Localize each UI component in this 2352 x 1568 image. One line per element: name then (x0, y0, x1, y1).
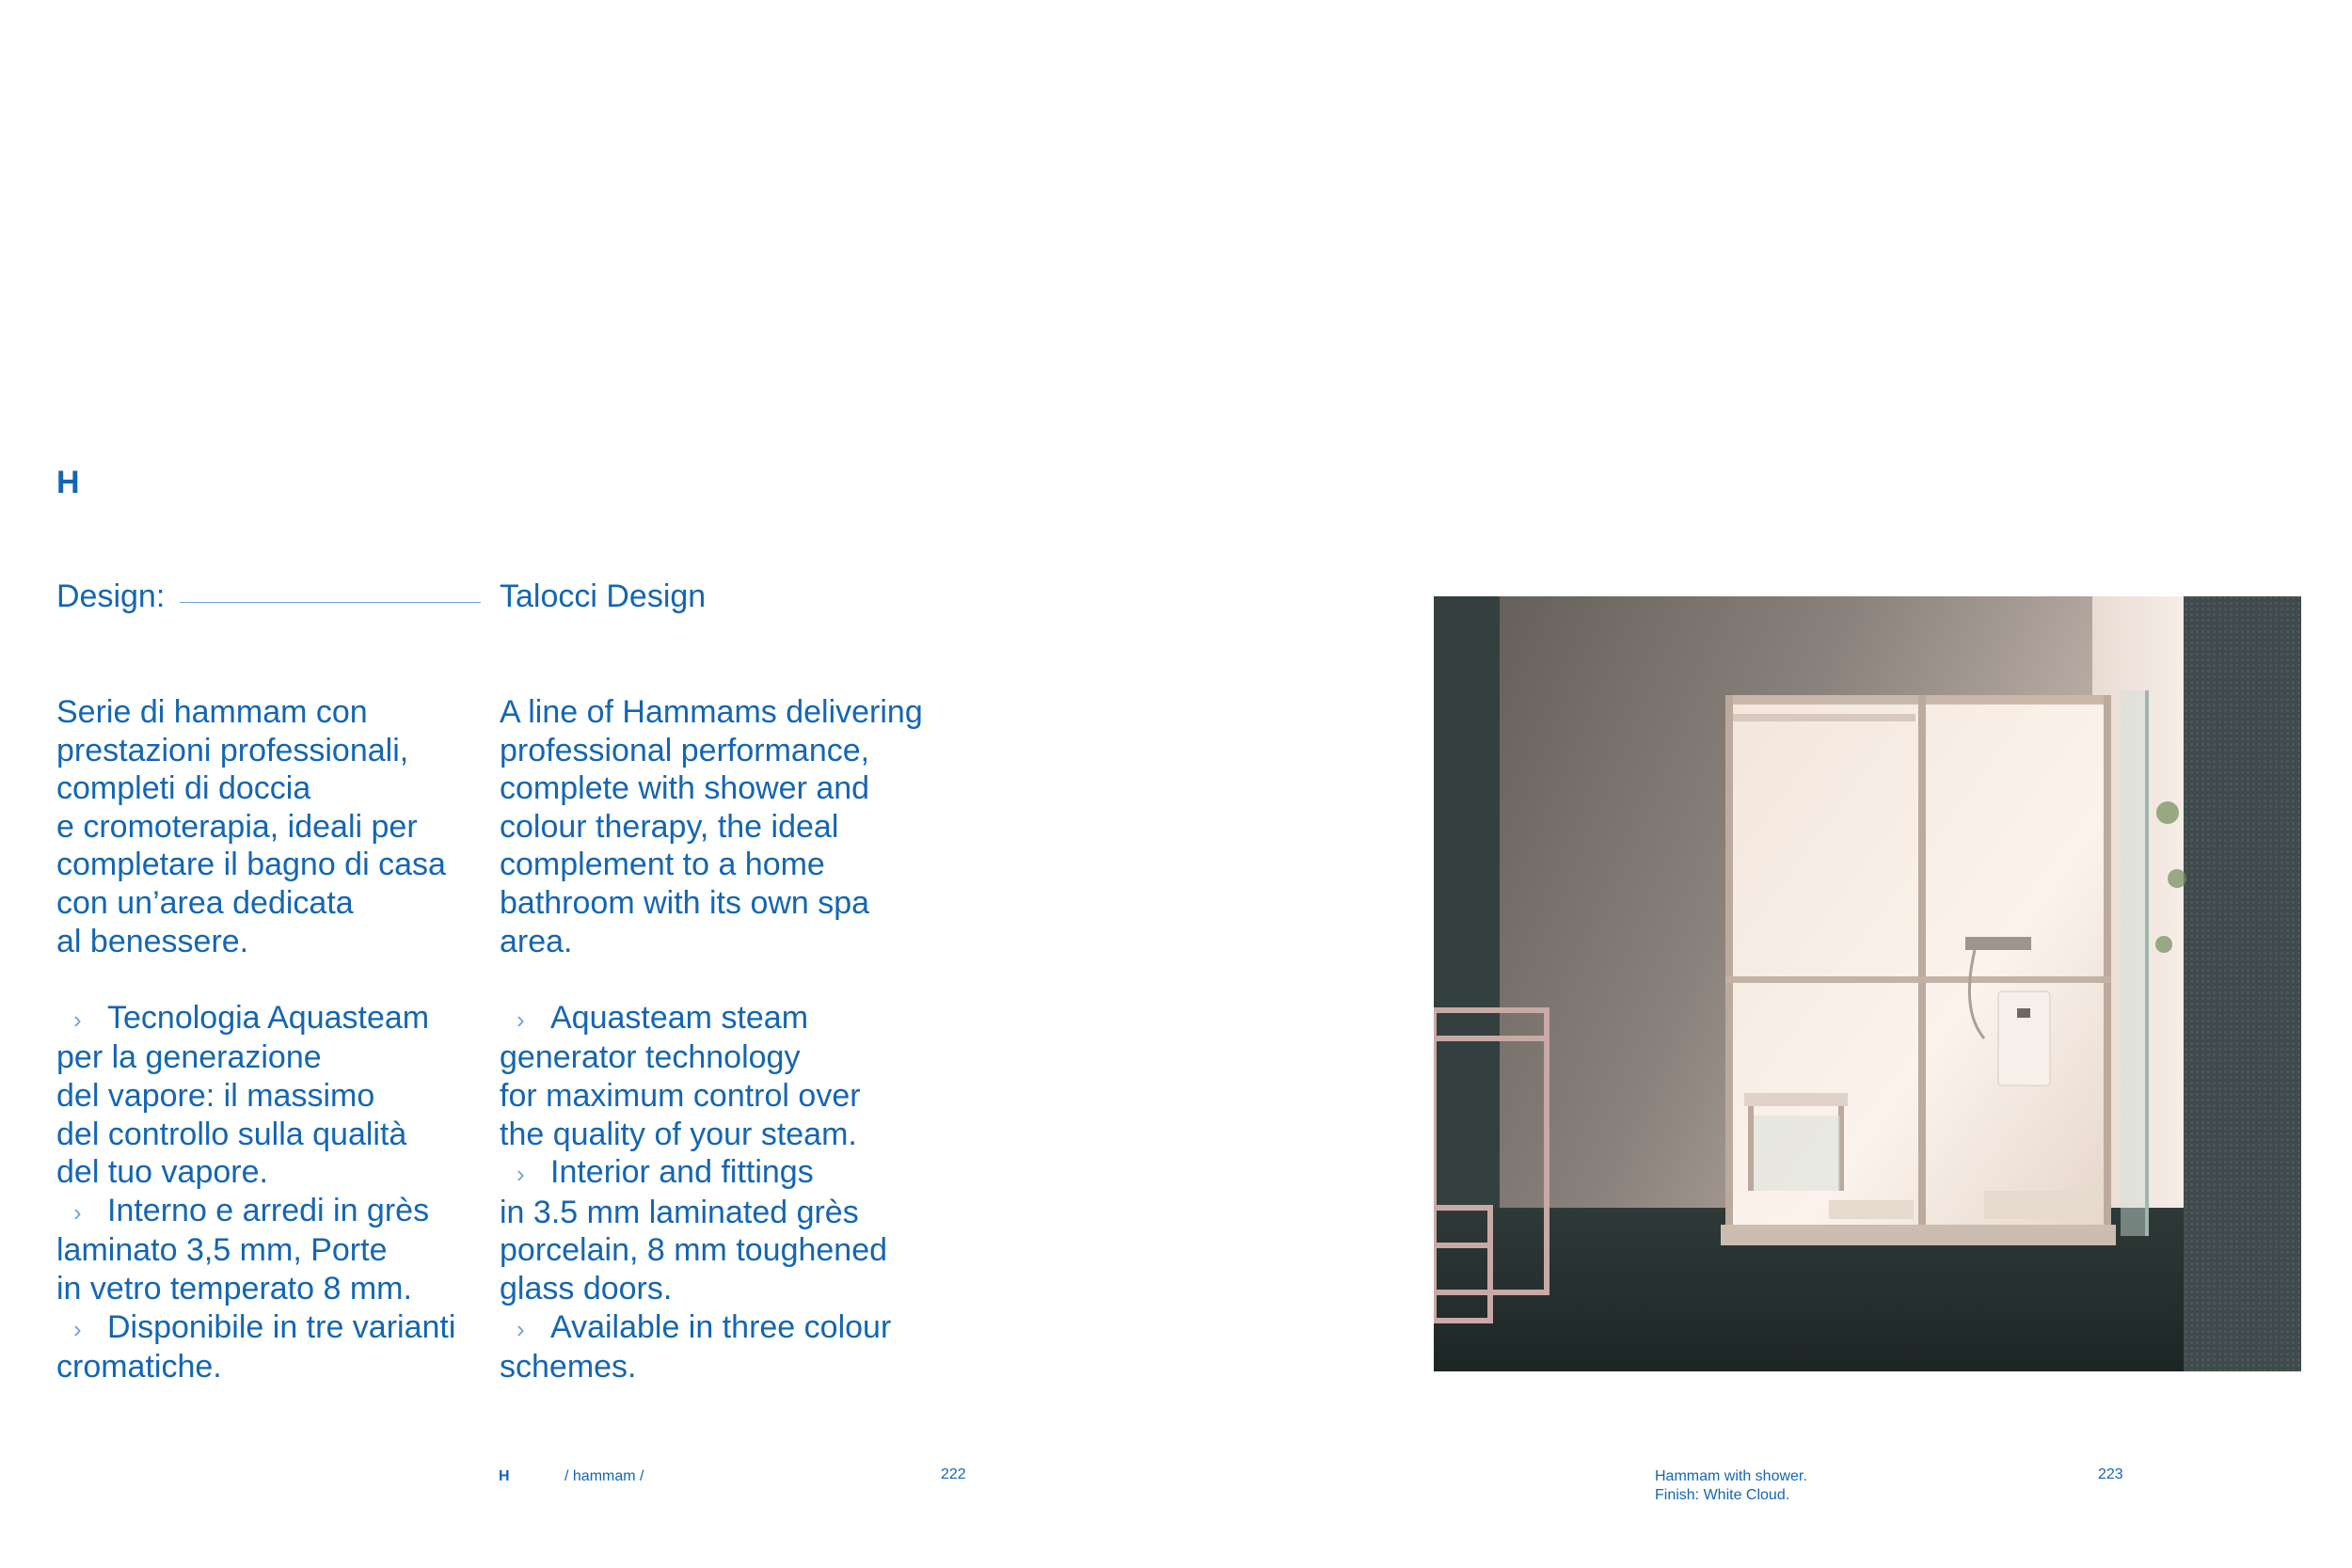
footer-section-letter: H (499, 1468, 510, 1484)
design-label: Design: (56, 578, 166, 614)
italian-intro (56, 693, 499, 960)
text-line: Aquasteam steam (550, 999, 809, 1036)
bullet-arrow-icon: › (73, 1314, 82, 1343)
text-line: del controllo sulla qualità (56, 1116, 407, 1152)
text-line: schemes. (500, 1349, 637, 1386)
english-column (500, 693, 942, 1386)
text-line: area. (500, 923, 573, 959)
text-line: A line of Hammams delivering (500, 694, 923, 730)
english-intro (500, 693, 942, 960)
photo-caption (1655, 1467, 1807, 1505)
text-line: for maximum control over (500, 1077, 861, 1114)
page-number-right: 223 (2098, 1466, 2123, 1482)
caption-line: Finish: White Cloud. (1655, 1487, 1790, 1503)
text-line: Tecnologia Aquasteam (107, 999, 430, 1036)
text-line: colour therapy, the ideal (500, 808, 839, 845)
bullet-arrow-icon: › (73, 1197, 82, 1227)
english-bullet (500, 1153, 942, 1307)
english-bullet (500, 1308, 942, 1386)
caption-line: Hammam with shower. (1655, 1468, 1807, 1484)
italian-bullet (56, 1308, 499, 1386)
footer-section-name: / hammam / (564, 1468, 644, 1484)
italian-column (56, 693, 499, 1386)
text-line: per la generazione (56, 1039, 322, 1076)
text-line: generator technology (500, 1039, 801, 1076)
english-bullet (500, 999, 942, 1153)
text-line: porcelain, 8 mm toughened (500, 1232, 888, 1269)
text-line: e cromoterapia, ideali per (56, 808, 418, 845)
text-line: al benessere. (56, 923, 249, 959)
text-line: Interno e arredi in grès (107, 1192, 430, 1228)
text-line: Disponibile in tre varianti (107, 1308, 456, 1345)
bullet-arrow-icon: › (516, 1314, 525, 1343)
design-value: Talocci Design (500, 578, 707, 614)
text-line: cromatiche. (56, 1349, 222, 1386)
text-line: Serie di hammam con (56, 694, 368, 730)
text-line: con un’area dedicata (56, 884, 354, 921)
text-line: in vetro temperato 8 mm. (56, 1270, 412, 1307)
section-letter: H (56, 465, 80, 500)
text-line: Interior and fittings (550, 1154, 814, 1191)
text-line: completi di doccia (56, 770, 311, 807)
bullet-arrow-icon: › (73, 1005, 82, 1034)
text-line: in 3.5 mm laminated grès (500, 1194, 859, 1230)
text-line: Available in three colour (550, 1308, 892, 1345)
text-line: del tuo vapore. (56, 1154, 268, 1191)
italian-bullet (56, 1192, 499, 1308)
text-line: glass doors. (500, 1270, 673, 1307)
text-line: del vapore: il massimo (56, 1077, 375, 1114)
text-line: completare il bagno di casa (56, 847, 446, 883)
bullet-arrow-icon: › (516, 1160, 525, 1189)
text-line: the quality of your steam. (500, 1116, 857, 1152)
hammam-shower-cabin-photo (1434, 596, 2301, 1371)
text-line: prestazioni professionali, (56, 732, 409, 768)
bullet-arrow-icon: › (516, 1005, 525, 1034)
design-divider (180, 602, 481, 603)
text-line: complement to a home (500, 847, 825, 883)
page-number-left: 222 (941, 1466, 966, 1482)
italian-bullet (56, 999, 499, 1192)
text-line: laminato 3,5 mm, Porte (56, 1232, 388, 1269)
text-line: bathroom with its own spa (500, 884, 870, 921)
text-line: professional performance, (500, 732, 870, 768)
text-line: complete with shower and (500, 770, 870, 807)
